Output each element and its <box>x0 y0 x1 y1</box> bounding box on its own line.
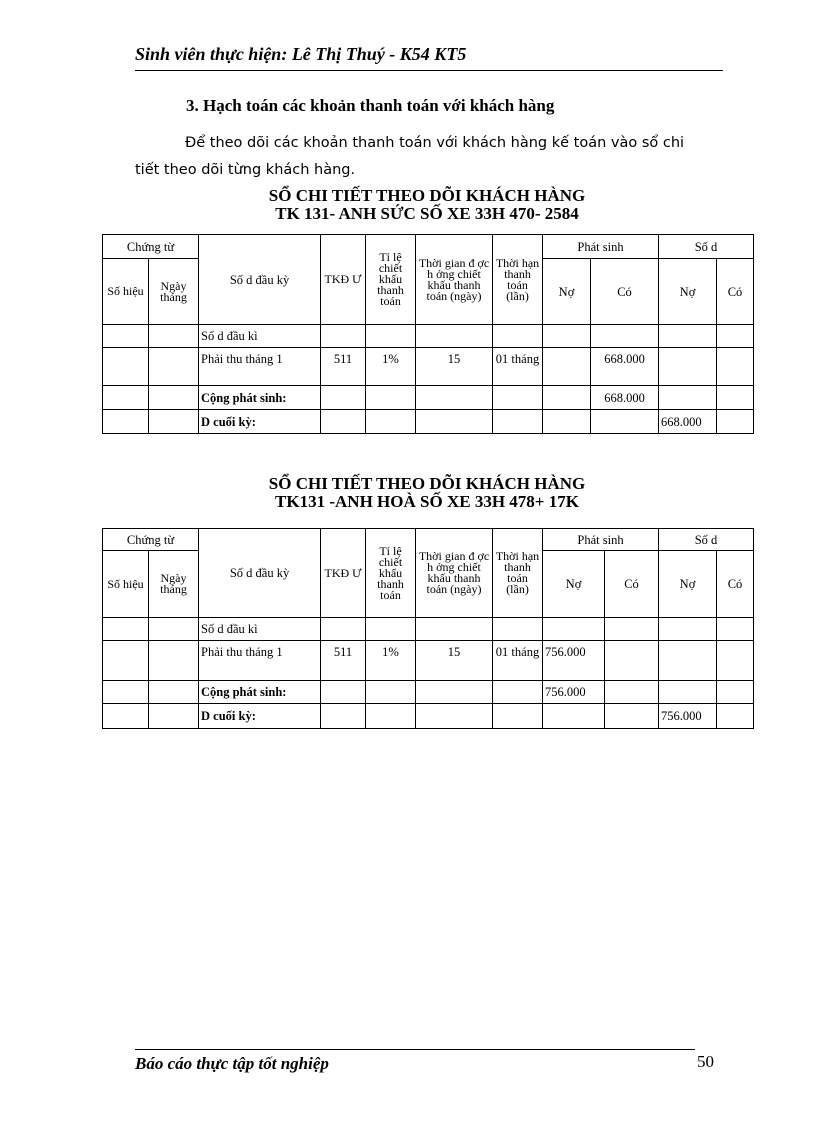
total-label: Cộng phát sinh: <box>199 681 321 704</box>
so-du-co-header: Có <box>717 259 754 325</box>
table-row <box>103 681 754 704</box>
closing-debit-value: 756.000 <box>659 704 717 729</box>
so-du-no-header: Nợ <box>659 551 717 618</box>
table-row <box>103 641 754 681</box>
phat-sinh-co-header: Có <box>605 551 659 618</box>
footer-title: Báo cáo thực tập tốt nghiệp <box>135 1054 329 1073</box>
ngay-thang-header: Ngày tháng <box>149 259 199 325</box>
closing-debit-value: 668.000 <box>659 410 717 434</box>
table-row <box>103 386 754 410</box>
so-hieu-header: Số hiệu <box>103 259 149 325</box>
table-row <box>103 704 754 729</box>
ledger-2-title-line2: TK131 -ANH HOÀ SỐ XE 33H 478+ 17K <box>275 492 579 511</box>
tkdu-header: TKĐ Ư <box>321 235 366 325</box>
receivable-label: Phải thu tháng 1 <box>199 641 321 681</box>
phat-sinh-no-header: Nợ <box>543 551 605 618</box>
so-hieu-header: Số hiệu <box>103 551 149 618</box>
ledger-1-title-line1: SỔ CHI TIẾT THEO DÕI KHÁCH HÀNG <box>268 186 586 205</box>
phat-sinh-header: Phát sinh <box>543 529 659 551</box>
ledger-2-title <box>102 475 752 511</box>
closing-label: D cuối kỳ: <box>199 410 321 434</box>
closing-credit-value <box>717 410 754 434</box>
tkdu-value: 511 <box>321 348 366 386</box>
phat-sinh-header: Phát sinh <box>543 235 659 259</box>
thoi-gian-header: Thời gian đ ợc h ởng chiết khấu thanh toán (ngày) <box>416 235 493 325</box>
thoi-han-header: Thời hạn thanh toán (lần) <box>493 235 543 325</box>
dien-giai-header: Số d đầu kỳ <box>199 529 321 618</box>
ledger-2-title-line1: SỔ CHI TIẾT THEO DÕI KHÁCH HÀNG <box>268 474 586 493</box>
ti-le-header: Tỉ lệ chiết khấu thanh toán <box>366 529 416 618</box>
total-debit-value: 756.000 <box>543 681 605 704</box>
term-value: 01 tháng <box>493 641 543 681</box>
footer-rule <box>135 1049 695 1050</box>
total-credit-value <box>605 681 659 704</box>
debit-value: 756.000 <box>543 641 605 681</box>
days-value: 15 <box>416 641 493 681</box>
closing-credit-value <box>717 704 754 729</box>
ngay-thang-header: Ngày tháng <box>149 551 199 618</box>
phat-sinh-co-header: Có <box>591 259 659 325</box>
tkdu-header: TKĐ Ư <box>321 529 366 618</box>
credit-value: 668.000 <box>591 348 659 386</box>
rate-value: 1% <box>366 641 416 681</box>
intro-paragraph: Để theo dõi các khoản thanh toán với khách hàng kế toán vào sổ chi tiết theo dõi từng khách hàng. <box>135 135 685 178</box>
days-value: 15 <box>416 348 493 386</box>
total-credit-value: 668.000 <box>591 386 659 410</box>
ti-le-header: Tỉ lệ chiết khấu thanh toán <box>366 235 416 325</box>
so-du-co-header: Có <box>717 551 754 618</box>
closing-label: D cuối kỳ: <box>199 704 321 729</box>
table-row <box>103 618 754 641</box>
rate-value: 1% <box>366 348 416 386</box>
section-heading: 3. Hạch toán các khoản thanh toán với khách hàng <box>186 96 555 115</box>
credit-value <box>605 641 659 681</box>
total-label: Cộng phát sinh: <box>199 386 321 410</box>
term-value: 01 tháng <box>493 348 543 386</box>
so-du-header: Số d <box>659 529 754 551</box>
so-du-header: Số d <box>659 235 754 259</box>
thoi-gian-header: Thời gian đ ợc h ởng chiết khấu thanh toán (ngày) <box>416 529 493 618</box>
page-number: 50 <box>697 1052 714 1071</box>
receivable-label: Phải thu tháng 1 <box>199 348 321 386</box>
ledger-1-title-line2: TK 131- ANH SỨC SỐ XE 33H 470- 2584 <box>275 204 579 223</box>
header-title: Sinh viên thực hiện: Lê Thị Thuý - K54 KT5 <box>135 44 467 64</box>
ledger-1-table <box>102 234 754 434</box>
header-rule <box>135 70 723 71</box>
ledger-1-title <box>102 187 752 223</box>
total-debit-value <box>543 386 591 410</box>
thoi-han-header: Thời hạn thanh toán (lần) <box>493 529 543 618</box>
chung-tu-header: Chứng từ <box>103 235 199 259</box>
phat-sinh-no-header: Nợ <box>543 259 591 325</box>
table-row <box>103 410 754 434</box>
debit-value <box>543 348 591 386</box>
opening-balance-label: Số d đầu kì <box>199 618 321 641</box>
so-du-no-header: Nợ <box>659 259 717 325</box>
chung-tu-header: Chứng từ <box>103 529 199 551</box>
ledger-2-table <box>102 528 754 729</box>
opening-balance-label: Số d đầu kì <box>199 325 321 348</box>
tkdu-value: 511 <box>321 641 366 681</box>
table-row <box>103 348 754 386</box>
table-row <box>103 325 754 348</box>
dien-giai-header: Số d đầu kỳ <box>199 235 321 325</box>
